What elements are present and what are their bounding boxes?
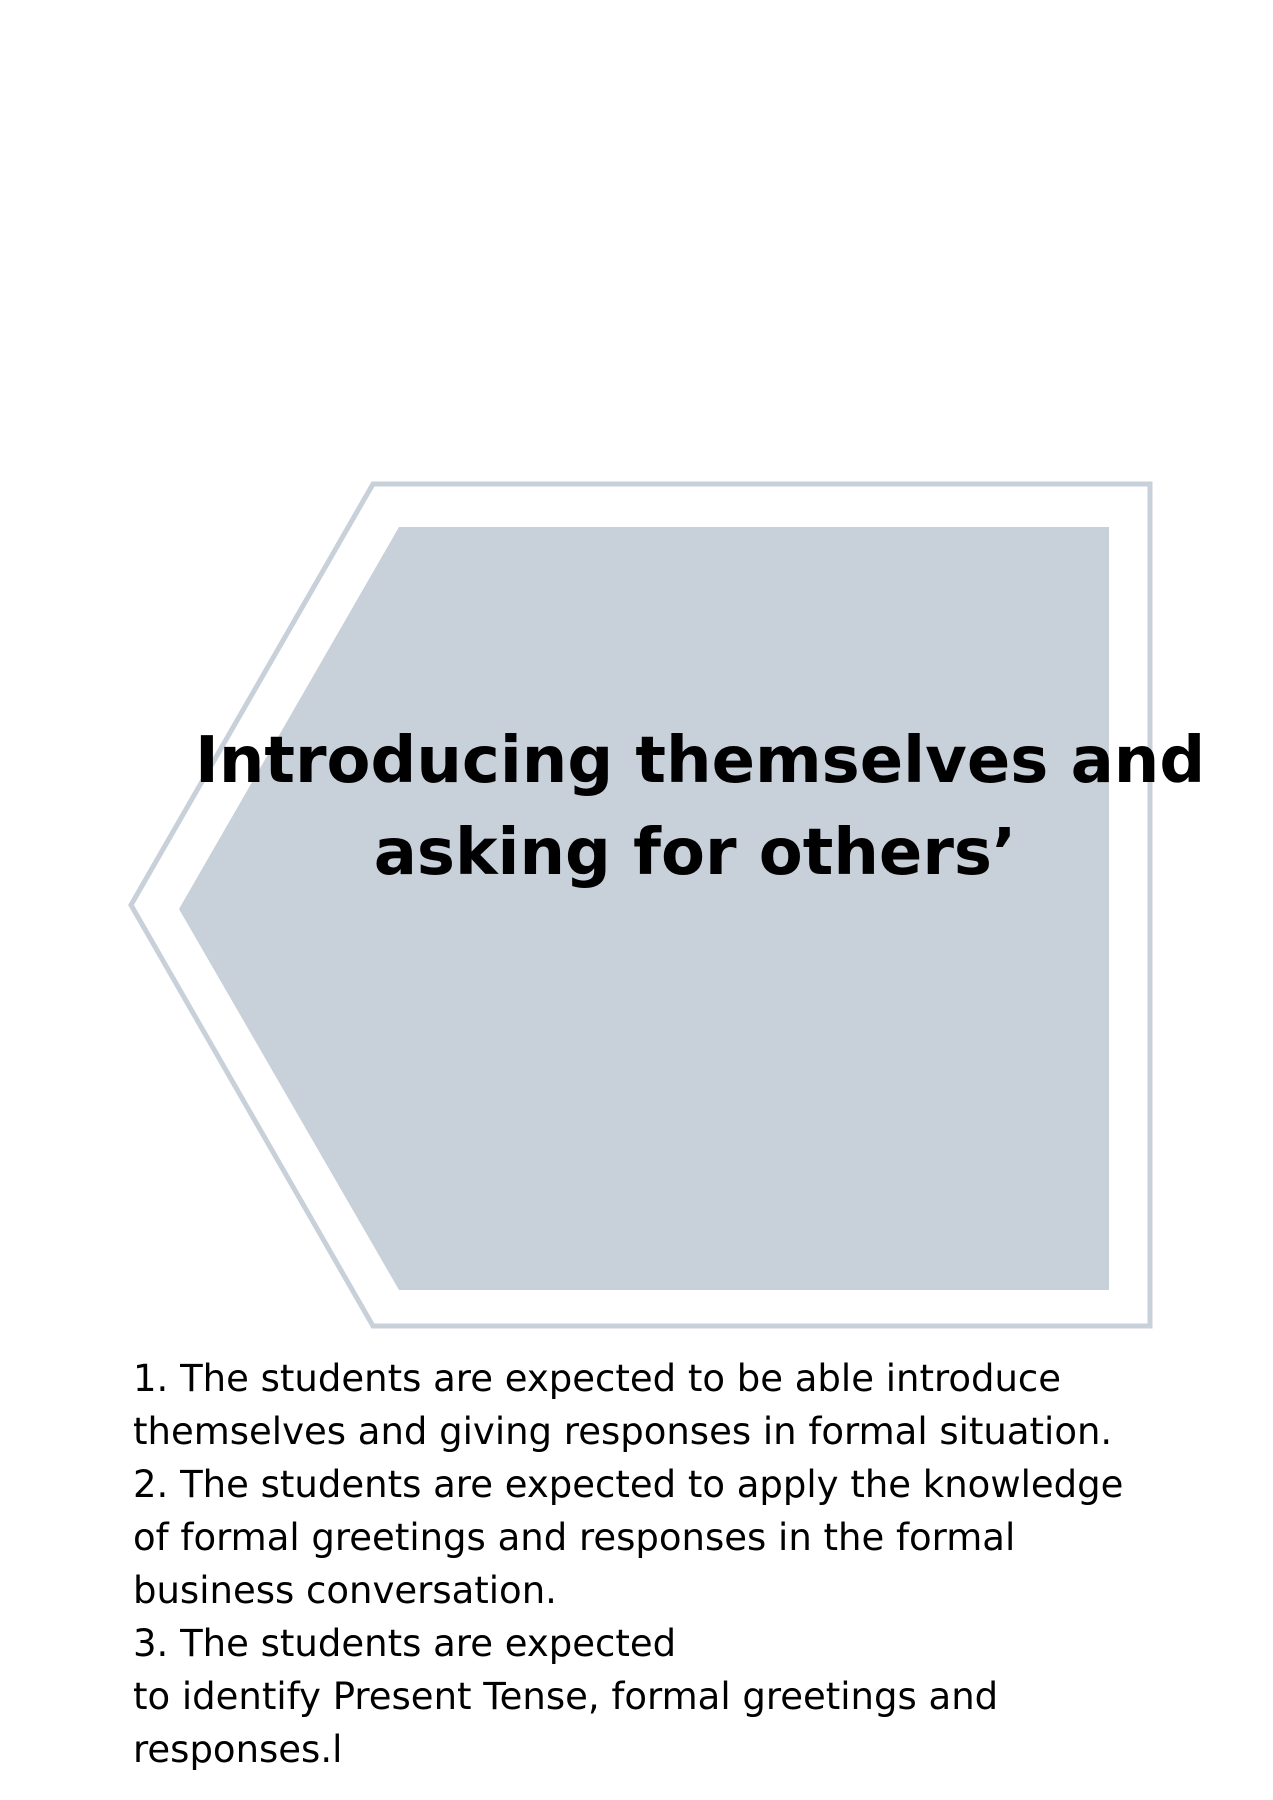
objective-line: business conversation. <box>133 1569 557 1612</box>
objective-line: themselves and giving responses in formal situation. <box>133 1410 1113 1453</box>
page-title-line-1: Introducing themselves and <box>195 724 1206 798</box>
objective-line: responses.l <box>133 1728 343 1771</box>
banner-fill <box>179 527 1109 1290</box>
page-title-line-2: asking for others’ <box>373 816 1017 890</box>
objective-line: 2. The students are expected to apply the knowledge <box>133 1463 1124 1506</box>
objective-line: 3. The students are expected <box>133 1622 677 1665</box>
objective-line: of formal greetings and responses in the formal <box>133 1516 1016 1559</box>
page-title <box>195 715 1206 899</box>
learning-objectives <box>133 1352 1193 1776</box>
objective-line: to identify Present Tense, formal greetings and <box>133 1675 999 1718</box>
objective-line: 1. The students are expected to be able introduce <box>133 1357 1062 1400</box>
